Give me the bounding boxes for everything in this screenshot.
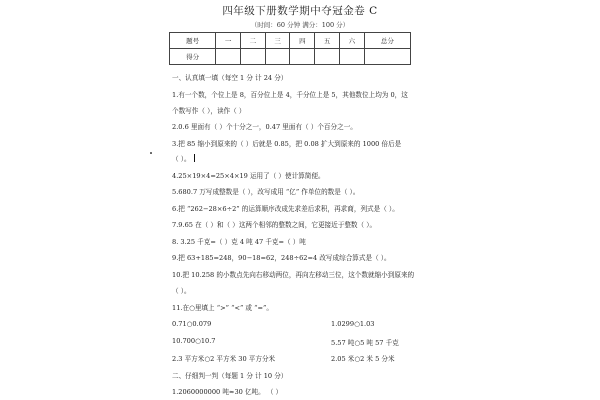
score-cell (339, 49, 364, 65)
score-header-cell: 一 (216, 33, 241, 49)
score-cell (216, 49, 241, 65)
question-line: 3.把 85 缩小到原来的（ ）后就是 0.85，把 0.08 扩大到原来的 1000 倍后是 (172, 140, 402, 148)
question-line: 9.把 63+185=248，90−18=62，248÷62=4 改写成综合算式是（ ）。 (172, 254, 391, 262)
compare-item: 2.3 平方米○2 平方米 30 平方分米 (172, 355, 276, 363)
score-cell (240, 49, 265, 65)
compare-item: 5.57 吨○5 吨 57 千克 (331, 339, 399, 347)
score-cell (315, 49, 340, 65)
score-header-cell: 三 (265, 33, 290, 49)
question-line: 5.680.7 万写成整数是（ ），改写成用 “亿” 作单位的数是（ ）。 (172, 188, 360, 196)
question-line: 个数写作（ ），读作（ ） (172, 107, 246, 115)
score-table (169, 32, 411, 65)
question-line: 10.把 10.258 的小数点先向右移动两位，再向左移动三位，这个数就缩小到原来的 (172, 271, 415, 279)
score-cell (364, 49, 410, 65)
score-header-cell: 四 (290, 33, 315, 49)
score-header-cell: 总分 (364, 33, 410, 49)
score-cell (290, 49, 315, 65)
score-table-score-row (170, 49, 411, 65)
question-line: 7.9.65 在（ ）和（ ）这两个相邻的整数之间，它更接近于整数（ ）。 (172, 221, 377, 229)
question-line: 2.0.6 里面有（ ）个十分之一，0.47 里面有（ ）个百分之一。 (172, 123, 357, 131)
question-line-text: （ ）。 (172, 155, 191, 163)
question-line-with-cursor (172, 153, 195, 163)
question-line: （ ）。 (172, 287, 191, 295)
exam-title: 四年级下册数学期中夺冠金卷 C (222, 5, 378, 17)
score-header-cell: 二 (240, 33, 265, 49)
question-line: 1.2060000000 吨≈30 亿吨。 （ ） (172, 388, 283, 396)
score-cell (265, 49, 290, 65)
exam-subtitle: （时间：60 分钟 满分：100 分） (250, 21, 350, 29)
section1-heading: 一、认真填一填（每空 1 分 计 24 分） (172, 74, 288, 82)
score-header-cell: 五 (315, 33, 340, 49)
score-table-header-row (170, 33, 411, 49)
score-header-cell: 六 (339, 33, 364, 49)
compare-item: 2.05 米○2 米 5 分米 (331, 355, 395, 363)
question-line: 1.有一个数，个位上是 8，百分位上是 4，千分位上是 5，其他数位上均为 0，这 (172, 91, 408, 99)
question-line: 8. 3.25 千克=（ ）克 4 吨 47 千克=（ ）吨 (172, 238, 306, 246)
question-line: 4.25×19×4=25×4×19 运用了（ ）使计算简便。 (172, 172, 325, 180)
compare-item: 10.700○10.7 (172, 337, 216, 345)
section2-heading: 二、仔细判一判（每题 1 分 计 10 分） (172, 372, 288, 380)
question-line: 11.在○里填上 “>” “<” 或 “=”。 (172, 304, 273, 312)
text-cursor (194, 154, 195, 162)
compare-item: 0.71○0.079 (172, 320, 212, 328)
score-header-cell: 题号 (170, 33, 216, 49)
compare-item: 1.0299○1.03 (331, 320, 375, 328)
score-row-label: 得分 (170, 49, 216, 65)
scan-speck (150, 152, 152, 154)
question-line: 6.把 “262−28×6÷2” 的运算顺序改成先求差后求积，再求商，列式是（ ）。 (172, 205, 399, 213)
